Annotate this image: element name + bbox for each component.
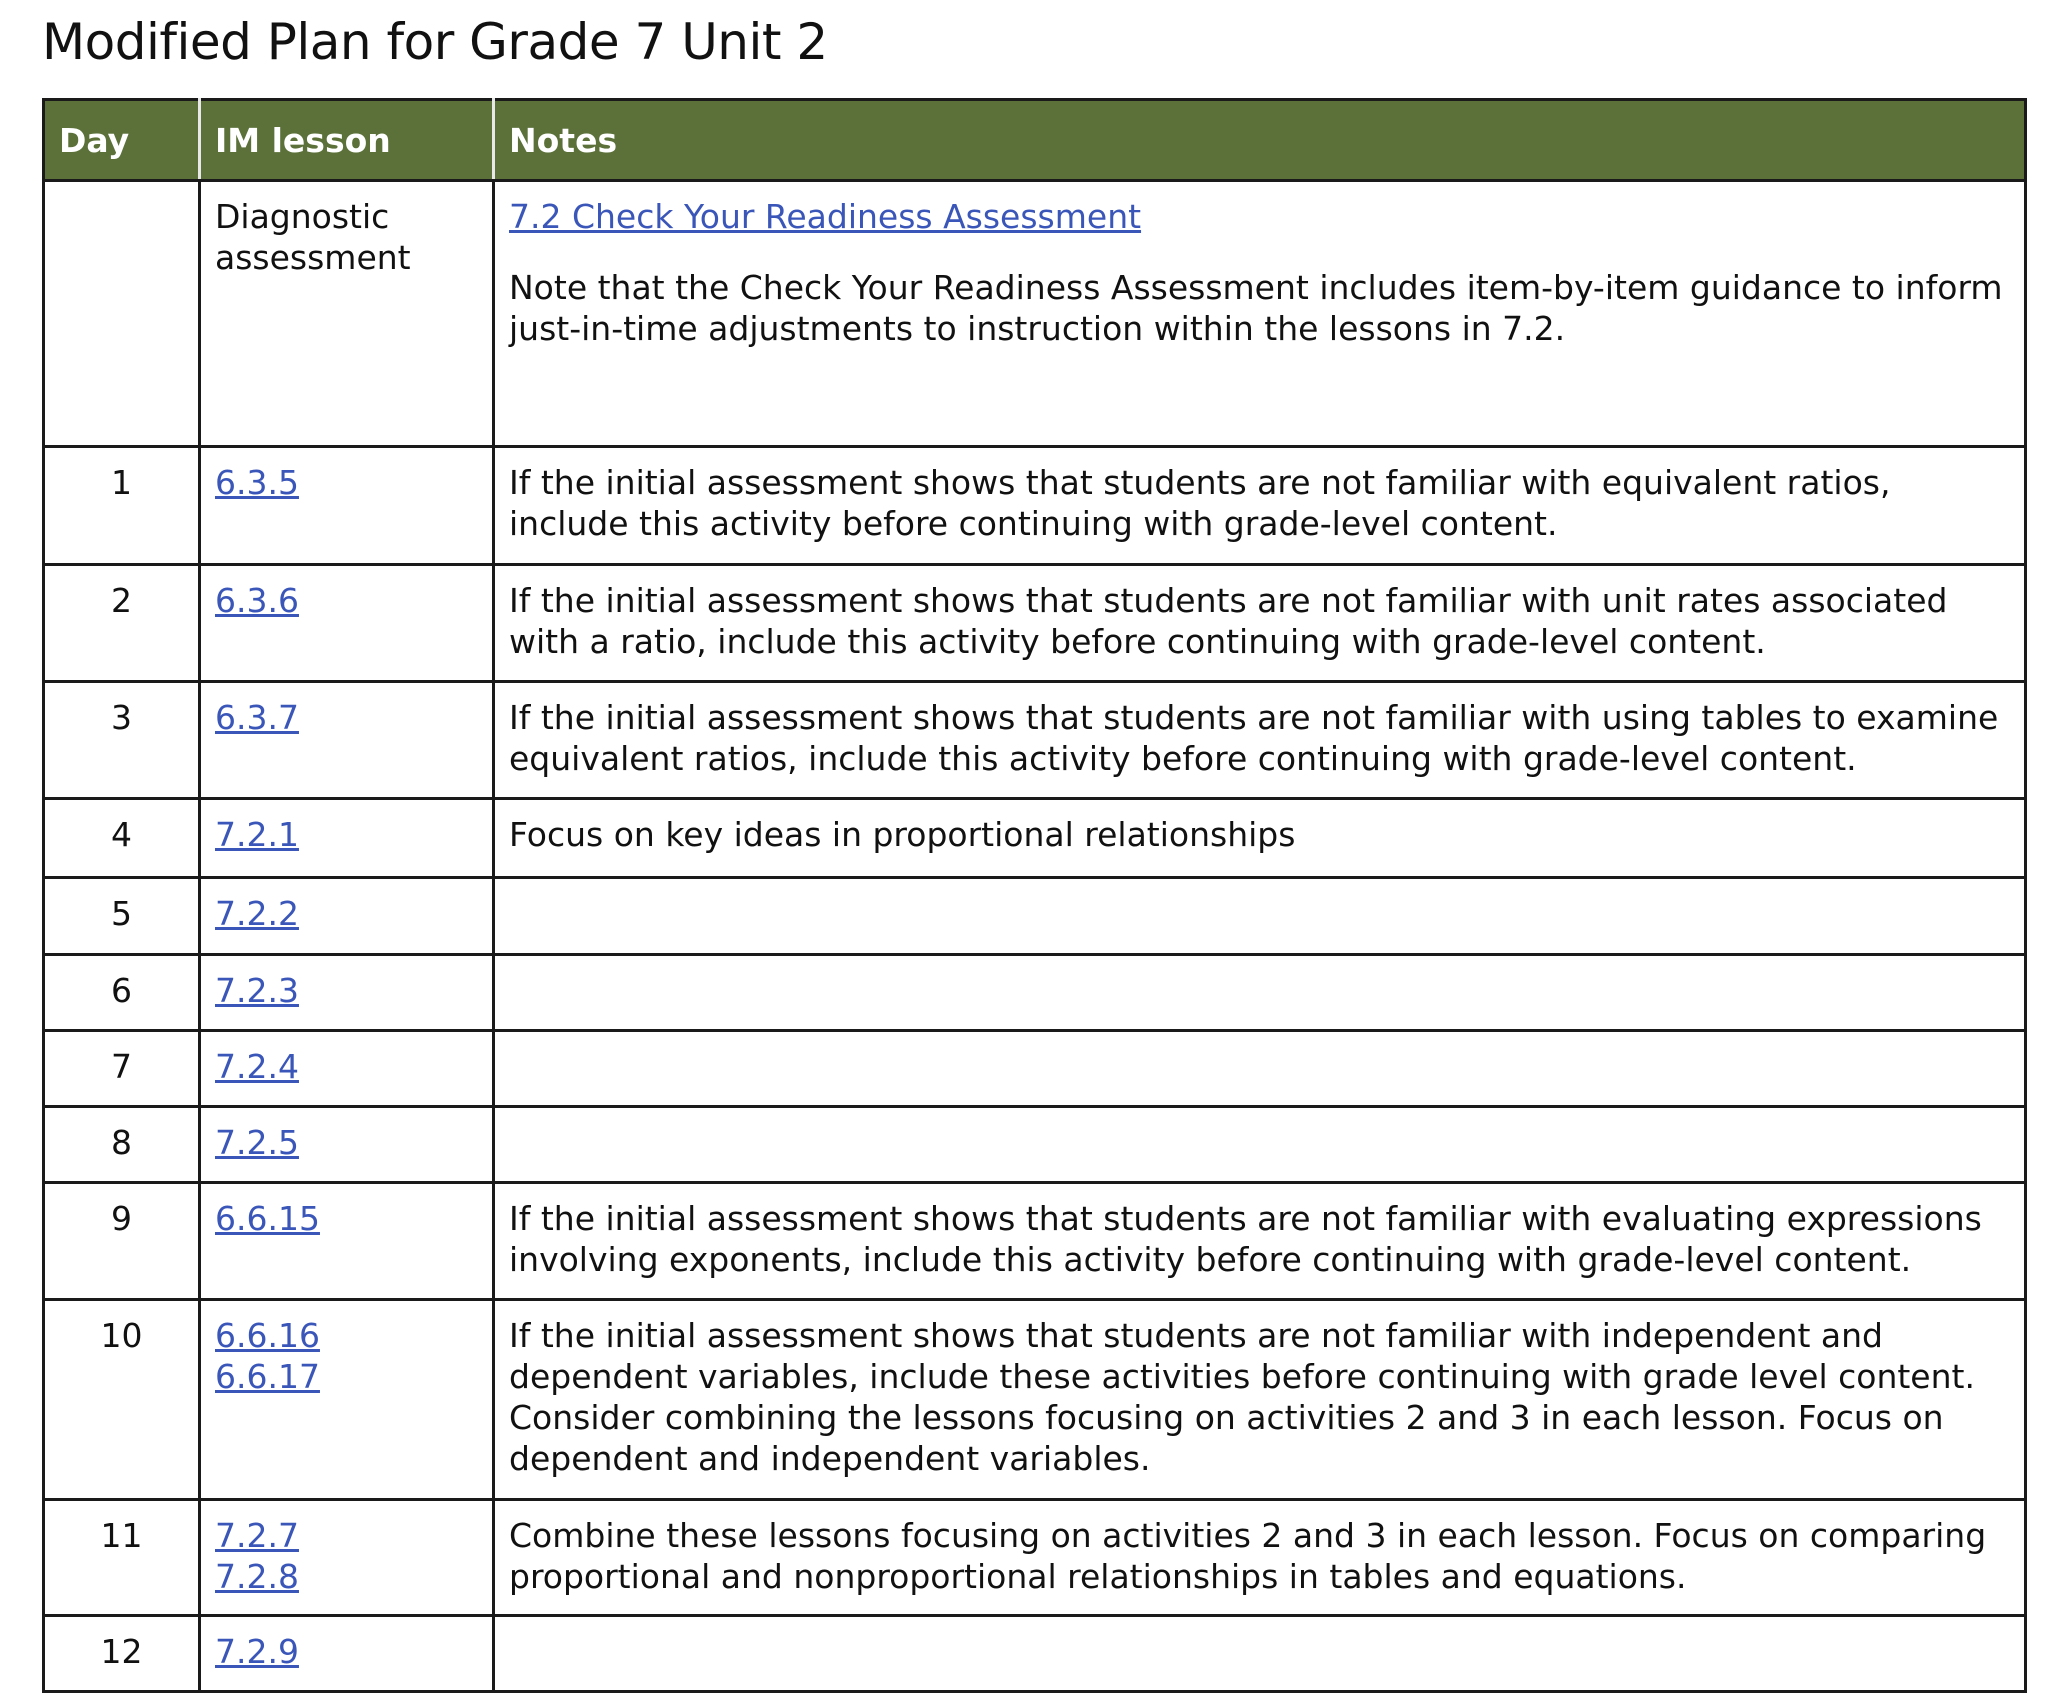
column-header-day: Day [44,100,200,181]
note-text: If the initial assessment shows that students are not familiar with independent and dependent variables, include these activities before continuing with grade level content. [509,1316,1975,1396]
table-row [44,878,2026,955]
notes-cell [494,1183,2026,1300]
notes-cell [494,1107,2026,1183]
note-text: Note that the Check Your Readiness Assessment includes item-by-item guidance to inform just-in-time adjustments to instruction within the lessons in 7.2. [509,268,2003,348]
table-row [44,1616,2026,1692]
lesson-link[interactable]: 6.3.7 [215,698,299,737]
note-text: Focus on key ideas in proportional relationships [509,815,1296,854]
column-header-notes: Notes [494,100,2026,181]
day-cell: 3 [44,682,200,799]
lesson-link[interactable]: 7.2.8 [215,1557,299,1596]
notes-cell [494,1031,2026,1107]
modified-plan-table [42,98,2027,1693]
table-row [44,682,2026,799]
lesson-cell [200,878,494,955]
day-cell: 5 [44,878,200,955]
lesson-link[interactable]: 6.6.15 [215,1199,320,1238]
note-text: Combine these lessons focusing on activities 2 and 3 in each lesson. Focus on comparing proportional and nonproportional relationships in tables and equations. [509,1516,1987,1596]
lesson-cell [200,799,494,878]
table-row [44,447,2026,565]
note-text: If the initial assessment shows that students are not familiar with equivalent ratios, include this activity before continuing with grade-level content. [509,463,1891,543]
column-header-im-lesson: IM lesson [200,100,494,181]
lesson-link[interactable]: 7.2.1 [215,815,299,854]
lesson-cell [200,565,494,682]
lesson-link[interactable]: 7.2.3 [215,971,299,1010]
table-row [44,565,2026,682]
lesson-link[interactable]: 6.6.17 [215,1357,320,1396]
note-text: If the initial assessment shows that students are not familiar with using tables to examine equivalent ratios, include this activity before continuing with grade-level content. [509,698,1999,778]
day-cell [44,181,200,447]
lesson-link[interactable]: 7.2.2 [215,894,299,933]
day-cell: 10 [44,1300,200,1500]
day-cell: 12 [44,1616,200,1692]
lesson-cell: Diagnostic assessment [200,181,494,447]
table-header-row [44,100,2026,181]
lesson-cell [200,955,494,1031]
lesson-link[interactable]: 6.3.6 [215,581,299,620]
lesson-link[interactable]: 7.2.9 [215,1632,299,1671]
notes-cell [494,447,2026,565]
table-body [44,181,2026,1692]
table-row [44,1183,2026,1300]
lesson-cell [200,1500,494,1616]
lesson-link[interactable]: 7.2.7 [215,1516,299,1555]
table-row-diagnostic [44,181,2026,447]
day-cell: 4 [44,799,200,878]
notes-cell [494,799,2026,878]
table-row [44,955,2026,1031]
lesson-link[interactable]: 7.2.4 [215,1047,299,1086]
note-text: Consider combining the lessons focusing on activities 2 and 3 in each lesson. Focus on dependent and independent variables. [509,1398,1944,1478]
table-row [44,1300,2026,1500]
day-cell: 1 [44,447,200,565]
lesson-cell [200,1616,494,1692]
day-cell: 6 [44,955,200,1031]
note-text: If the initial assessment shows that students are not familiar with evaluating expressions involving exponents, include this activity before continuing with grade-level content. [509,1199,1982,1279]
notes-cell [494,878,2026,955]
lesson-cell [200,1031,494,1107]
lesson-cell [200,1183,494,1300]
day-cell: 2 [44,565,200,682]
lesson-cell [200,1300,494,1500]
table-row [44,1031,2026,1107]
day-cell: 8 [44,1107,200,1183]
notes-cell [494,1300,2026,1500]
notes-cell [494,1500,2026,1616]
lesson-link[interactable]: 6.6.16 [215,1316,320,1355]
lesson-link[interactable]: 7.2.5 [215,1123,299,1162]
table-row [44,1107,2026,1183]
table-row [44,799,2026,878]
day-cell: 7 [44,1031,200,1107]
lesson-link[interactable]: 6.3.5 [215,463,299,502]
page-title: Modified Plan for Grade 7 Unit 2 [42,13,828,71]
lesson-cell [200,447,494,565]
check-readiness-assessment-link[interactable]: 7.2 Check Your Readiness Assessment [509,197,1142,236]
lesson-cell [200,682,494,799]
note-text: If the initial assessment shows that students are not familiar with unit rates associated with a ratio, include this activity before continuing with grade-level content. [509,581,1948,661]
day-cell: 9 [44,1183,200,1300]
notes-cell [494,181,2026,447]
notes-cell [494,955,2026,1031]
table-row [44,1500,2026,1616]
notes-cell [494,565,2026,682]
notes-cell [494,682,2026,799]
day-cell: 11 [44,1500,200,1616]
lesson-cell [200,1107,494,1183]
notes-cell [494,1616,2026,1692]
